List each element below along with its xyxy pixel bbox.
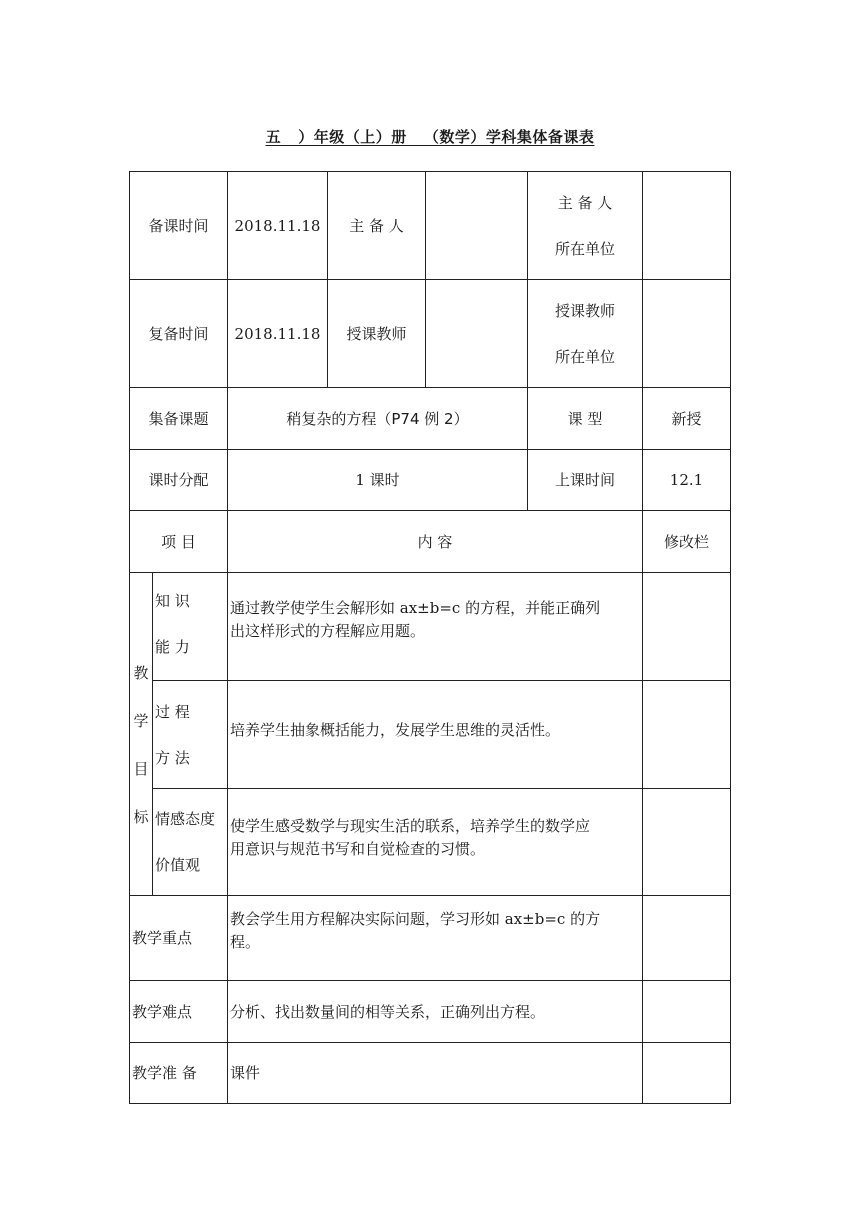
prep-time-value: 2018.11.18	[227, 171, 328, 280]
teaching-difficulty-revision	[642, 980, 731, 1043]
teaching-preparation-revision	[642, 1042, 731, 1104]
hours-label: 课时分配	[129, 449, 228, 511]
goals-char-3: 目	[133, 760, 149, 778]
lead-unit-label-line2: 所在单位	[554, 239, 615, 258]
topic-label: 集备课题	[129, 387, 228, 450]
goals-char-1: 教	[133, 664, 149, 682]
knowledge-ability-label-line2: 能 力	[155, 637, 190, 656]
knowledge-ability-label-line1: 知 识	[155, 591, 190, 610]
revision-column-header: 修改栏	[642, 510, 731, 573]
page-title	[0, 126, 860, 147]
content-column-header: 内 容	[227, 510, 643, 573]
process-method-label-line2: 方 法	[155, 748, 190, 767]
class-time-value: 12.1	[642, 449, 731, 511]
lesson-type-label: 课 型	[527, 387, 643, 450]
hours-value: 1 课时	[227, 449, 528, 511]
knowledge-ability-line1: 通过教学使学生会解形如 ax±b=c 的方程，并能正确列	[230, 598, 601, 617]
review-time-value: 2018.11.18	[227, 279, 328, 388]
teaching-difficulty-label: 教学难点	[129, 980, 228, 1043]
lesson-type-value: 新授	[642, 387, 731, 450]
teacher-value	[425, 279, 528, 388]
knowledge-ability-content	[227, 572, 643, 681]
teaching-focus-label: 教学重点	[129, 895, 228, 981]
teaching-focus-content	[227, 895, 643, 981]
lead-value	[425, 171, 528, 280]
process-method-label-line1: 过 程	[155, 702, 190, 721]
topic-value: 稍复杂的方程（P74 例 2）	[227, 387, 528, 450]
lead-label: 主 备 人	[327, 171, 426, 280]
knowledge-ability-label	[152, 572, 228, 681]
process-method-label	[152, 680, 228, 789]
attitude-values-line2: 用意识与规范书写和自觉检查的习惯。	[230, 840, 486, 858]
process-method-content	[227, 680, 643, 789]
title-text: 五 ）年级（上）册 （数学）学科集体备课表	[265, 128, 595, 146]
teaching-preparation-content: 课件	[227, 1042, 643, 1104]
teacher-unit-value	[642, 279, 731, 388]
item-column-header: 项 目	[129, 510, 228, 573]
teaching-goals-group-label	[129, 572, 153, 896]
lead-unit-label	[527, 171, 643, 280]
class-time-label: 上课时间	[527, 449, 643, 511]
attitude-values-revision	[642, 788, 731, 896]
knowledge-ability-line2: 出这样形式的方程解应用题。	[230, 621, 426, 640]
process-method-revision	[642, 680, 731, 789]
teacher-label: 授课教师	[327, 279, 426, 388]
process-method-line1: 培养学生抽象概括能力，发展学生思维的灵活性。	[230, 721, 561, 739]
goals-char-2: 学	[133, 712, 149, 730]
teacher-unit-label-line1: 授课教师	[554, 301, 615, 320]
teaching-focus-line1: 教会学生用方程解决实际问题，学习形如 ax±b=c 的方	[230, 910, 601, 928]
teaching-focus-line2: 程。	[230, 933, 261, 951]
lead-unit-label-line1: 主 备 人	[557, 193, 613, 212]
attitude-values-label	[152, 788, 228, 896]
knowledge-ability-revision	[642, 572, 731, 681]
attitude-values-content	[227, 788, 643, 896]
attitude-values-label-line2: 价值观	[155, 856, 201, 874]
teaching-preparation-label: 教学准 备	[129, 1042, 228, 1104]
attitude-values-label-line1: 情感态度	[155, 810, 216, 828]
teaching-focus-revision	[642, 895, 731, 981]
review-time-label: 复备时间	[129, 279, 228, 388]
teaching-difficulty-content: 分析、找出数量间的相等关系，正确列出方程。	[227, 980, 643, 1043]
attitude-values-line1: 使学生感受数学与现实生活的联系，培养学生的数学应	[230, 817, 591, 835]
teacher-unit-label-line2: 所在单位	[554, 347, 615, 366]
teacher-unit-label	[527, 279, 643, 388]
goals-char-4: 标	[133, 808, 149, 826]
prep-time-label: 备课时间	[129, 171, 228, 280]
lead-unit-value	[642, 171, 731, 280]
